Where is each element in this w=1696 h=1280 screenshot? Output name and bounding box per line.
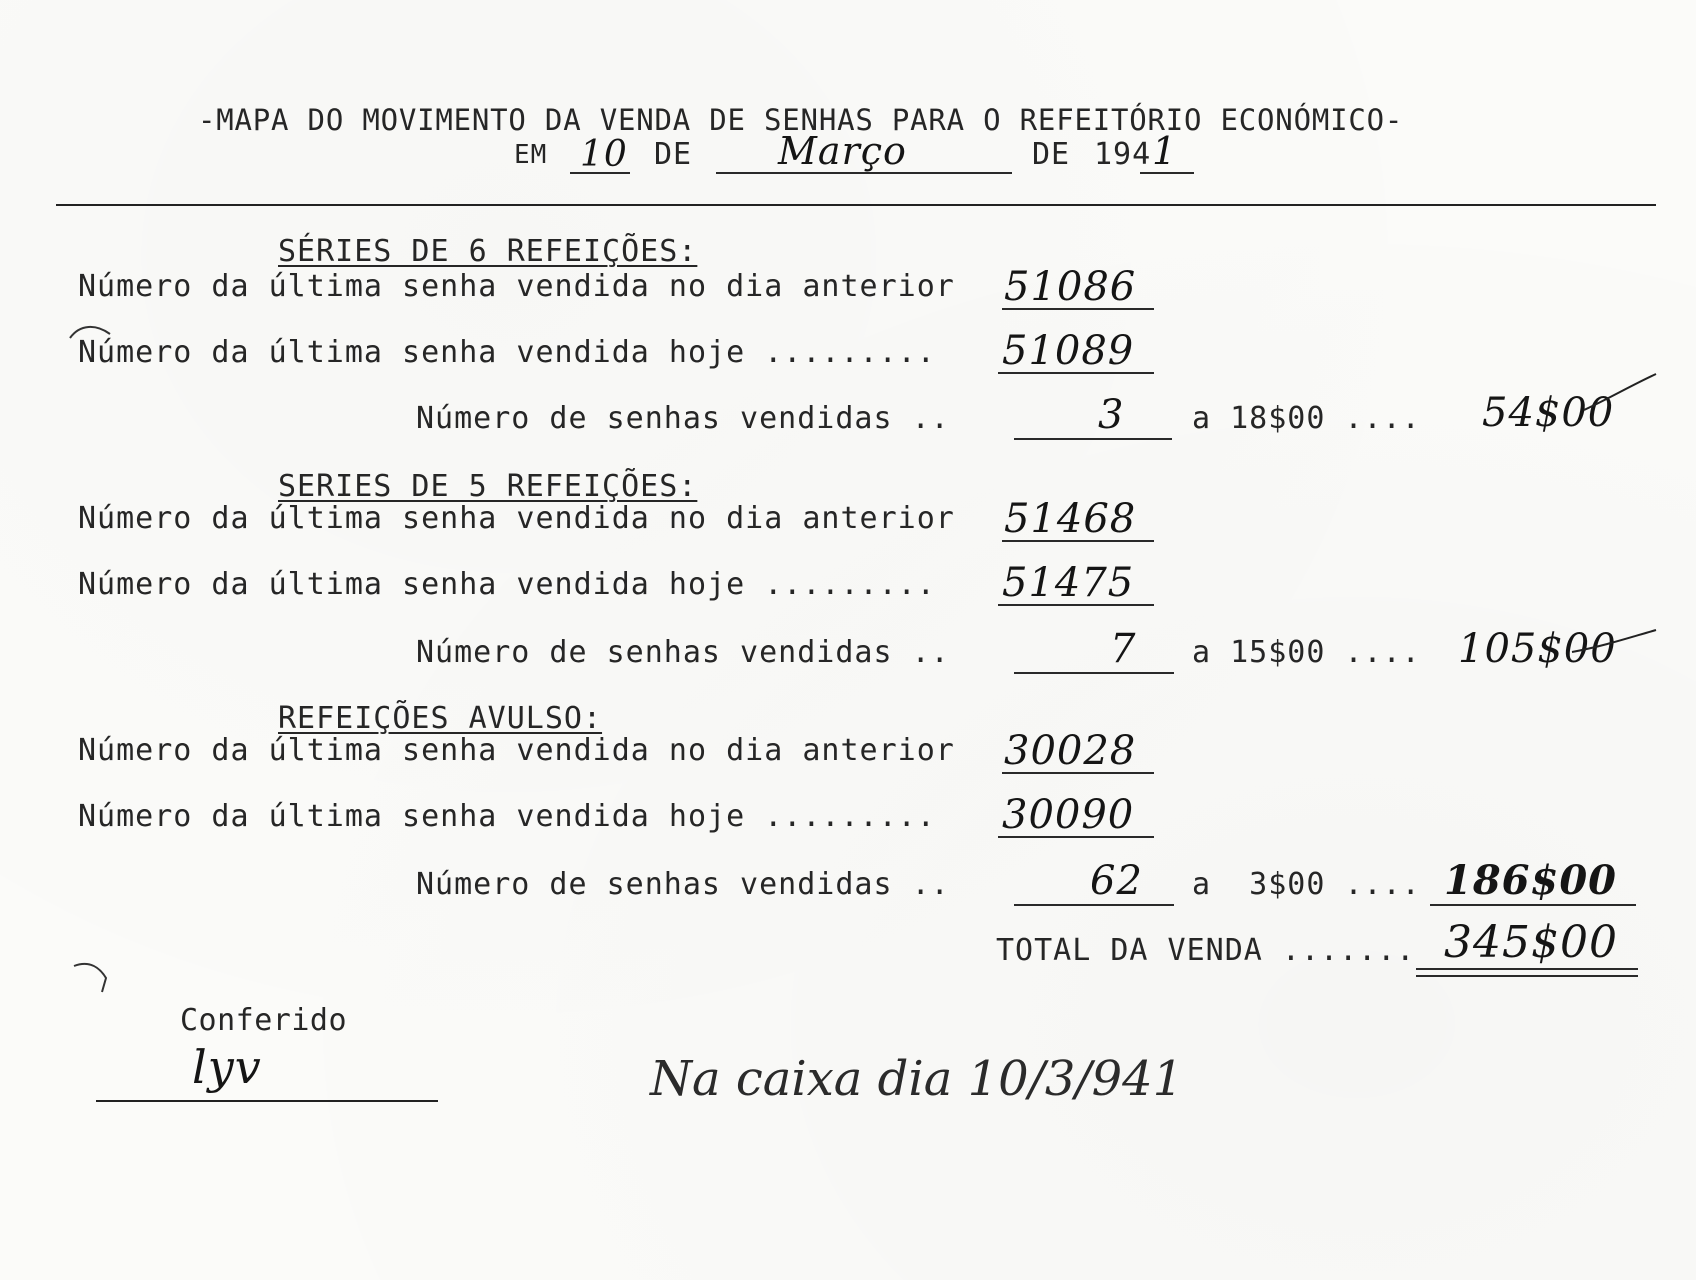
prev-label-series-6: Número da última senha vendida no dia anterior [78, 269, 955, 304]
today-line-avulso [998, 836, 1154, 838]
today-label-series-6: Número da última senha vendida hoje ......... [78, 335, 936, 370]
today-line-series-5 [998, 604, 1154, 606]
prev-value-series-5: 51468 [1004, 496, 1137, 542]
date-year-hw: 1 [1152, 129, 1178, 173]
date-month: Março [778, 129, 907, 173]
today-label-series-5: Número da última senha vendida hoje ......... [78, 567, 936, 602]
date-month-line [716, 172, 1012, 174]
prev-line-avulso [1002, 772, 1154, 774]
price-label-series-5: a 15$00 .... [1192, 635, 1421, 670]
prev-line-series-5 [1002, 540, 1154, 542]
price-label-avulso: a 3$00 .... [1192, 867, 1421, 902]
count-line-avulso [1014, 904, 1174, 906]
amount-line-avulso [1430, 904, 1636, 906]
date-de-1: DE [654, 137, 693, 172]
today-label-avulso: Número da última senha vendida hoje ......... [78, 799, 936, 834]
section-heading-series-6: SÉRIES DE 6 REFEIÇÕES: [278, 234, 698, 269]
conferido-label: Conferido [180, 1003, 348, 1038]
count-value-series-5: 7 [1110, 626, 1137, 672]
count-line-series-5 [1014, 672, 1174, 674]
amount-value-avulso: 186$00 [1444, 857, 1617, 904]
count-value-avulso: 62 [1090, 858, 1143, 904]
today-value-series-5: 51475 [1002, 560, 1135, 606]
date-day: 10 [580, 134, 628, 175]
cashier-note: Na caixa dia 10/3/941 [650, 1051, 1184, 1107]
amount-value-series-5: 105$00 [1458, 626, 1617, 672]
price-label-series-6: a 18$00 .... [1192, 401, 1421, 436]
total-label: TOTAL DA VENDA ....... [996, 933, 1416, 968]
checkmark-series-5 [1568, 628, 1660, 658]
total-line-2 [1416, 975, 1638, 977]
stray-mark-top-left [66, 318, 116, 348]
count-label-series-6: Número de senhas vendidas .. [416, 401, 950, 436]
count-value-series-6: 3 [1098, 392, 1125, 438]
total-line-1 [1416, 968, 1638, 970]
header-rule [56, 204, 1656, 206]
document-title: -MAPA DO MOVIMENTO DA VENDA DE SENHAS PARA O REFEITÓRIO ECONÓMICO- [198, 103, 1404, 137]
date-day-line [570, 172, 630, 174]
prev-label-avulso: Número da última senha vendida no dia anterior [78, 733, 955, 768]
amount-value-series-6: 54$00 [1482, 390, 1615, 436]
date-prefix: EM [514, 140, 548, 170]
stray-mark-left [70, 958, 120, 998]
prev-line-series-6 [1002, 308, 1154, 310]
section-heading-series-5: SERIES DE 5 REFEIÇÕES: [278, 469, 698, 504]
count-label-avulso: Número de senhas vendidas .. [416, 867, 950, 902]
conferido-signature-line [96, 1100, 438, 1102]
prev-value-series-6: 51086 [1004, 264, 1137, 310]
count-label-series-5: Número de senhas vendidas .. [416, 635, 950, 670]
date-year-line [1140, 172, 1194, 174]
section-heading-avulso: REFEIÇÕES AVULSO: [278, 701, 603, 736]
date-year-printed: 194 [1094, 137, 1152, 172]
today-value-series-6: 51089 [1002, 328, 1135, 374]
date-de-2: DE [1032, 137, 1071, 172]
count-line-series-6 [1014, 438, 1172, 440]
checkmark-series-6 [1580, 370, 1660, 420]
conferido-initials: lyv [192, 1040, 262, 1094]
prev-label-series-5: Número da última senha vendida no dia anterior [78, 501, 955, 536]
prev-value-avulso: 30028 [1004, 728, 1137, 774]
today-value-avulso: 30090 [1002, 792, 1135, 838]
today-line-series-6 [998, 372, 1154, 374]
total-value: 345$00 [1444, 917, 1618, 968]
